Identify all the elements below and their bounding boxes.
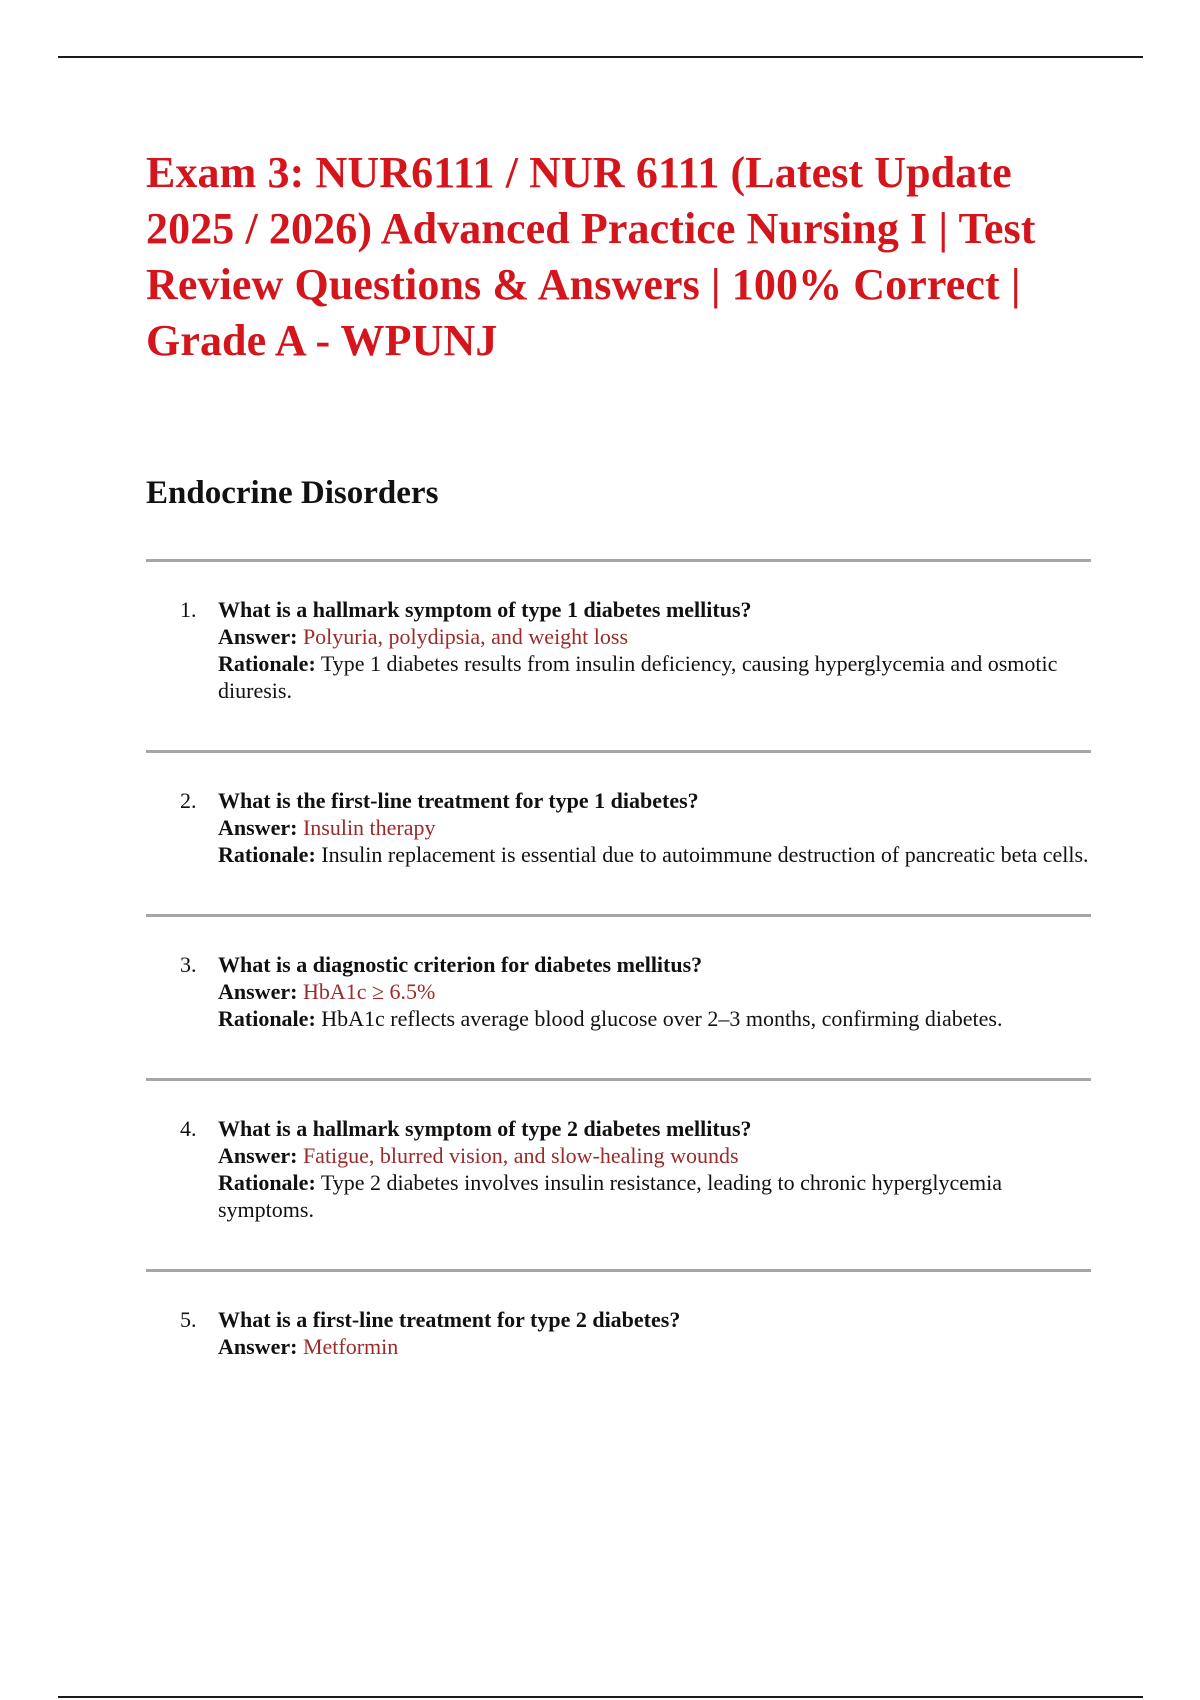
rationale-line: [218, 841, 1091, 868]
answer-label: Answer:: [218, 815, 298, 840]
rationale-line: [218, 650, 1091, 704]
question-number: 1.: [180, 597, 197, 622]
section-heading: Endocrine Disorders: [146, 475, 439, 511]
rationale-line: [218, 1169, 1091, 1223]
rationale-text: Type 2 diabetes involves insulin resistance, leading to chronic hyperglycemia symptoms.: [218, 1170, 1002, 1222]
question-item-1: [146, 562, 1091, 750]
page-bottom-rule: [58, 1696, 1143, 1698]
question-text: What is a diagnostic criterion for diabetes mellitus?: [218, 952, 703, 977]
rationale-label: Rationale:: [218, 1006, 316, 1031]
question-number: 2.: [180, 788, 197, 813]
question-item-2: [146, 753, 1091, 914]
page-top-rule: [58, 56, 1143, 58]
rationale-label: Rationale:: [218, 1170, 316, 1195]
document-body: [146, 145, 1091, 1360]
answer-text: Polyuria, polydipsia, and weight loss: [302, 624, 629, 649]
question-text: What is a first-line treatment for type 2 diabetes?: [218, 1307, 681, 1332]
answer-line: [218, 623, 1091, 650]
answer-label: Answer:: [218, 1143, 298, 1168]
answer-line: [218, 814, 1091, 841]
answer-label: Answer:: [218, 1334, 298, 1359]
rationale-label: Rationale:: [218, 842, 316, 867]
question-text: What is the first-line treatment for type 1 diabetes?: [218, 788, 699, 813]
question-number: 4.: [180, 1116, 197, 1141]
question-text: What is a hallmark symptom of type 1 diabetes mellitus?: [218, 597, 752, 622]
question-list: [146, 559, 1091, 1360]
question-item-5: [146, 1272, 1091, 1360]
answer-line: [218, 1333, 1091, 1360]
rationale-label: Rationale:: [218, 651, 316, 676]
answer-text: Fatigue, blurred vision, and slow-healing wounds: [302, 1143, 739, 1168]
rationale-line: [218, 1005, 1091, 1032]
answer-label: Answer:: [218, 624, 298, 649]
document-title: Exam 3: NUR6111 / NUR 6111 (Latest Update 2025 / 2026) Advanced Practice Nursing I | Test Review Questions & Answers | 100% Correct | Grade A - WPUNJ: [146, 148, 1036, 365]
question-item-4: [146, 1081, 1091, 1269]
answer-line: [218, 1142, 1091, 1169]
answer-text: Metformin: [302, 1334, 399, 1359]
question-number: 5.: [180, 1307, 197, 1332]
question-item-3: [146, 917, 1091, 1078]
rationale-text: Insulin replacement is essential due to autoimmune destruction of pancreatic beta cells.: [321, 842, 1089, 867]
rationale-text: HbA1c reflects average blood glucose over 2–3 months, confirming diabetes.: [321, 1006, 1003, 1031]
question-text: What is a hallmark symptom of type 2 diabetes mellitus?: [218, 1116, 752, 1141]
answer-text: HbA1c ≥ 6.5%: [302, 979, 436, 1004]
answer-label: Answer:: [218, 979, 298, 1004]
answer-line: [218, 978, 1091, 1005]
rationale-text: Type 1 diabetes results from insulin deficiency, causing hyperglycemia and osmotic diuresis.: [218, 651, 1058, 703]
question-number: 3.: [180, 952, 197, 977]
answer-text: Insulin therapy: [302, 815, 436, 840]
